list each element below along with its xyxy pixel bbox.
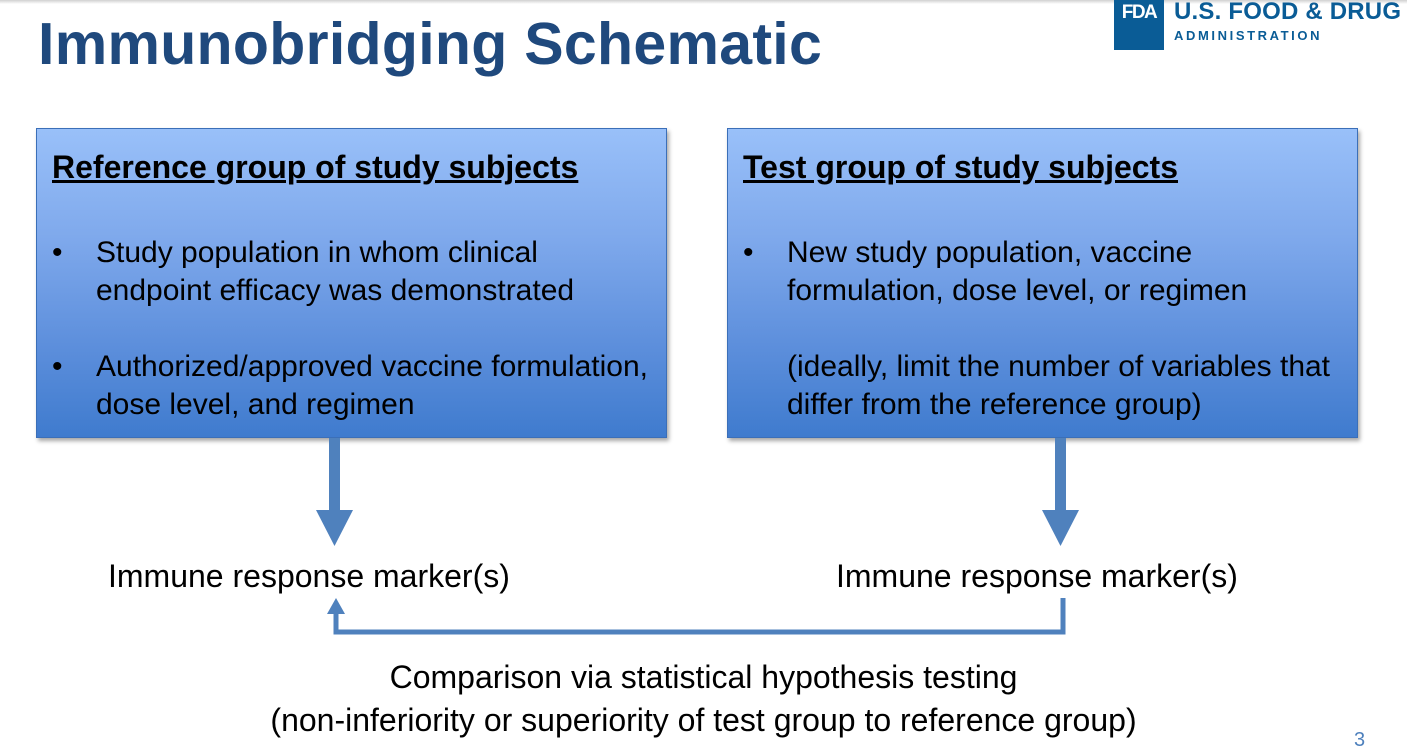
reference-group-heading: Reference group of study subjects [52, 149, 579, 185]
left-arrow-head [316, 510, 353, 546]
test-group-heading: Test group of study subjects [743, 149, 1178, 185]
connector-arrow-head [327, 598, 345, 614]
right-arrow-shaft [1055, 438, 1066, 512]
test-note-text: (ideally, limit the number of variables that differ from the reference group) [787, 350, 1331, 421]
right-arrow-head [1042, 510, 1079, 546]
immune-marker-right: Immune response marker(s) [836, 558, 1238, 594]
bullet-dot-icon: • [52, 236, 63, 269]
left-arrow-shaft [329, 438, 340, 512]
reference-bullet-text: Authorized/approved vaccine formulation, dose level, and regimen [96, 350, 648, 421]
comparison-caption [0, 656, 1407, 742]
page-number: 3 [1354, 729, 1366, 751]
reference-bullet-text: Study population in whom clinical endpoint efficacy was demonstrated [96, 236, 575, 307]
comparison-line-2: (non-inferiority or superiority of test group to reference group) [270, 702, 1137, 738]
test-bullet-text: New study population, vaccine formulation, dose level, or regimen [787, 236, 1248, 307]
slide-title: Immunobridging Schematic [38, 11, 823, 77]
comparison-connector [336, 598, 1063, 632]
immune-marker-left: Immune response marker(s) [108, 558, 510, 594]
bullet-dot-icon: • [52, 350, 63, 383]
fda-logo-name: U.S. FOOD & DRUG [1174, 0, 1402, 25]
bullet-dot-icon: • [743, 236, 754, 269]
fda-logo-subtitle: ADMINISTRATION [1174, 28, 1323, 43]
fda-logo-mark: FDA [1114, 0, 1164, 50]
comparison-line-1: Comparison via statistical hypothesis testing [389, 659, 1018, 695]
